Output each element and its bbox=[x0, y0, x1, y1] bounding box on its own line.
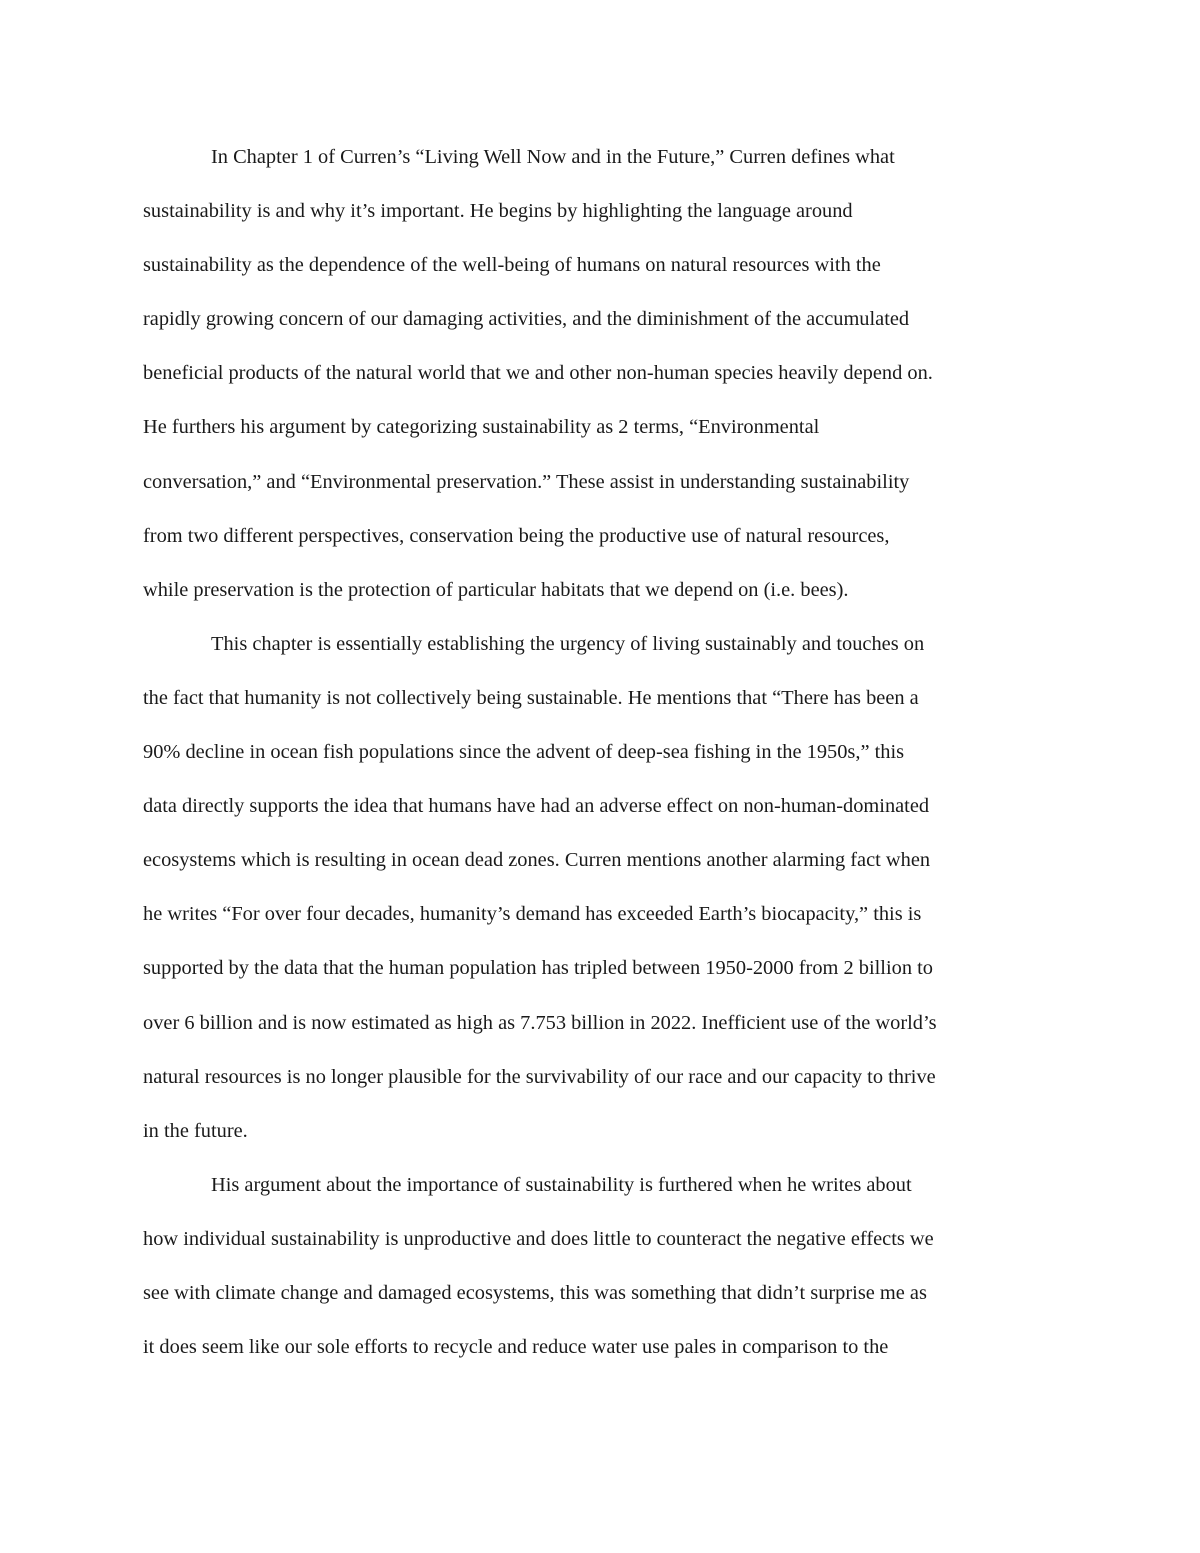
paragraph-line: the fact that humanity is not collectively being sustainable. He mentions that “There has been a bbox=[143, 686, 919, 709]
paragraph-line: sustainability is and why it’s important. He begins by highlighting the language around bbox=[143, 200, 853, 223]
paragraph-line: sustainability as the dependence of the well-being of humans on natural resources with the bbox=[143, 254, 881, 277]
paragraph-line: ecosystems which is resulting in ocean dead zones. Curren mentions another alarming fact when bbox=[143, 849, 931, 872]
paragraph-line: how individual sustainability is unproductive and does little to counteract the negative effects we bbox=[143, 1227, 934, 1250]
paragraph-line: rapidly growing concern of our damaging activities, and the diminishment of the accumulated bbox=[143, 308, 910, 331]
paragraph-line: from two different perspectives, conservation being the productive use of natural resources, bbox=[143, 524, 890, 547]
paragraph-line: beneficial products of the natural world that we and other non-human species heavily depend on. bbox=[143, 362, 933, 385]
paragraph-line: In Chapter 1 of Curren’s “Living Well Now and in the Future,” Curren defines what bbox=[211, 146, 895, 168]
paragraph-line: over 6 billion and is now estimated as high as 7.753 billion in 2022. Inefficient use of the world’s bbox=[143, 1011, 937, 1034]
essay-body bbox=[143, 130, 1073, 1374]
paragraph-line: This chapter is essentially establishing the urgency of living sustainably and touches on bbox=[211, 632, 925, 655]
paragraph-line: He furthers his argument by categorizing sustainability as 2 terms, “Environmental bbox=[143, 416, 820, 439]
paragraph-line: he writes “For over four decades, humanity’s demand has exceeded Earth’s biocapacity,” this is bbox=[143, 903, 922, 926]
paragraph-line: it does seem like our sole efforts to recycle and reduce water use pales in comparison to the bbox=[143, 1336, 889, 1359]
paragraph-line: data directly supports the idea that humans have had an adverse effect on non-human-dominated bbox=[143, 795, 930, 818]
paragraph-line: while preservation is the protection of particular habitats that we depend on (i.e. bees). bbox=[143, 578, 849, 601]
paragraph-line: in the future. bbox=[143, 1119, 248, 1142]
paragraph-line: His argument about the importance of sustainability is furthered when he writes about bbox=[211, 1173, 912, 1196]
paragraph-line: 90% decline in ocean fish populations since the advent of deep-sea fishing in the 1950s,” this bbox=[143, 741, 905, 764]
paragraph-line: natural resources is no longer plausible for the survivability of our race and our capacity to thrive bbox=[143, 1065, 936, 1088]
paragraph-line: conversation,” and “Environmental preservation.” These assist in understanding sustainability bbox=[143, 470, 910, 493]
paragraph-1 bbox=[143, 130, 1073, 617]
paragraph-2 bbox=[143, 617, 1073, 1158]
paragraph-line: supported by the data that the human population has tripled between 1950-2000 from 2 billion to bbox=[143, 957, 933, 980]
paragraph-3 bbox=[143, 1158, 1073, 1374]
paragraph-line: see with climate change and damaged ecosystems, this was something that didn’t surprise me as bbox=[143, 1281, 927, 1304]
